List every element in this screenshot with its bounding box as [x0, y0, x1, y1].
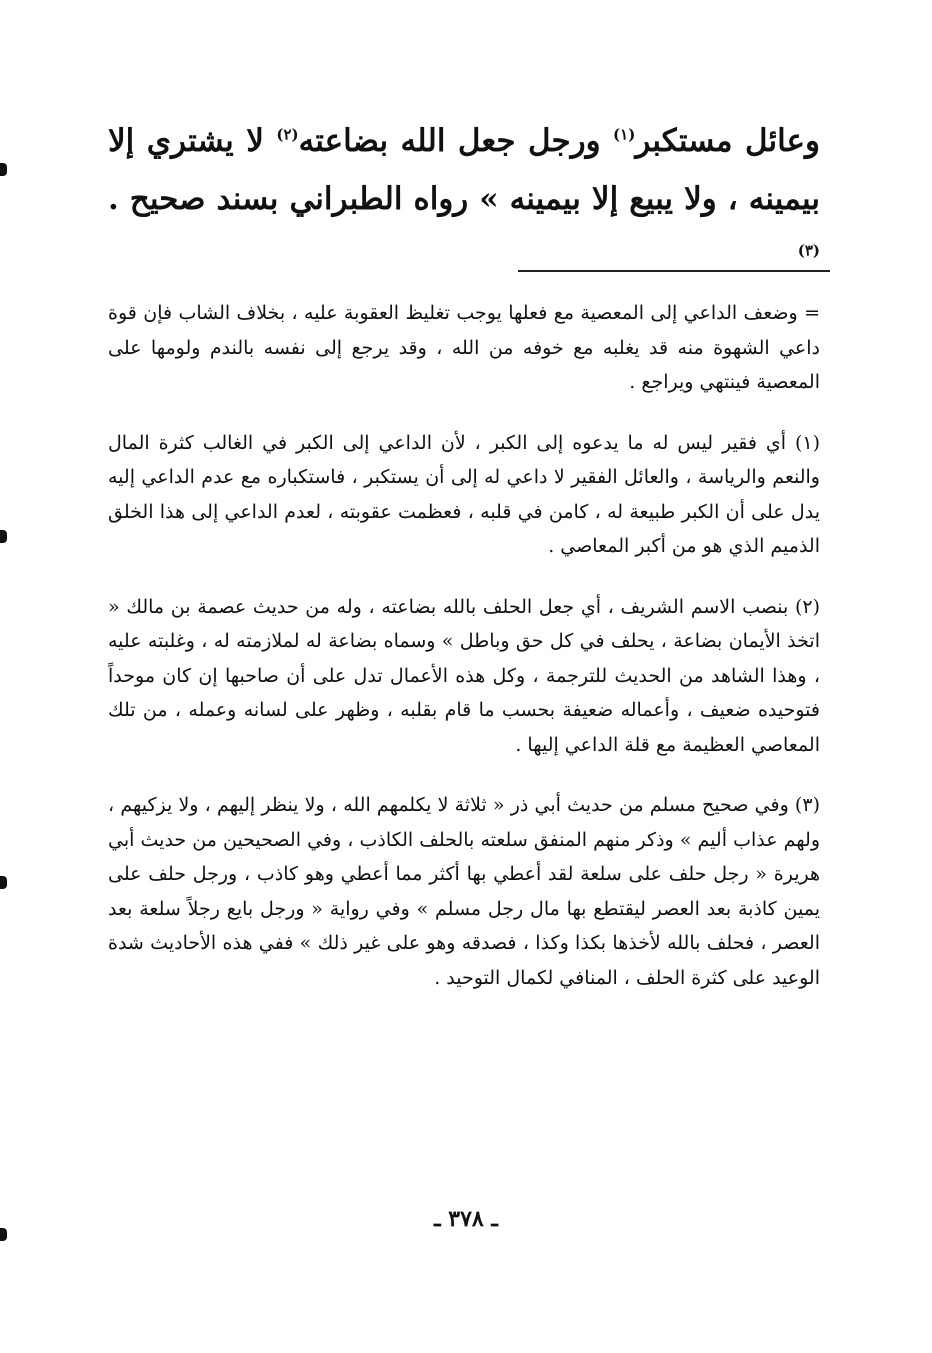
- scan-edge-mark: [0, 163, 7, 176]
- footnote-divider: [518, 270, 830, 272]
- footnote-ref-1: (١): [613, 125, 636, 144]
- footnote-2: (٢) بنصب الاسم الشريف ، أي جعل الحلف بالله بضاعته ، وله من حديث عصمة بن مالك « اتخذ الأيمان بضاعة ، يحلف في كل حق وباطل » وسماه بضاعة له لملازمته له ، وغلبته عليه ، وهذا الشاهد من الحديث للترجمة ، وكل هذه الأعمال تدل على أن صاحبها إن كان موحداً فتوحيده ضعيف ، وأعماله ضعيفة بحسب ما قام بقلبه ، وظهر على لسانه وعمله ، من تلك المعاصي العظيمة مع قلة الداعي إليها .: [108, 595, 820, 756]
- footnote-1: (١) أي فقير ليس له ما يدعوه إلى الكبر ، لأن الداعي إلى الكبر في الغالب كثرة المال والنعم والرياسة ، والعائل الفقير لا داعي له إلى أن يستكبر ، فاستكباره مع عدم الداعي إليه يدل على أن الكبر طبيعة له ، كامن في قلبه ، فعظمت عقوبته ، لعدم الداعي إلى هذا الخلق الذميم الذي هو من أكبر المعاصي .: [108, 431, 820, 557]
- footnote-ref-2: (٢): [276, 125, 299, 144]
- main-text-part-1: وعائل مستكبر: [635, 123, 820, 159]
- main-text-part-2: ورجل جعل الله بضاعته: [298, 123, 614, 159]
- footnote-3: (٣) وفي صحيح مسلم من حديث أبي ذر « ثلاثة لا يكلمهم الله ، ولا ينظر إليهم ، ولا يزكيهم ، ولهم عذاب أليم » وذكر منهم المنفق سلعته بالحلف الكاذب ، وفي الصحيحين من حديث أبي هريرة « رجل حلف على سلعة لقد أعطي بها أكثر مما أعطي وهو كاذب ، ورجل حلف على يمين كاذبة بعد العصر ليقتطع بها مال رجل مسلم » وفي رواية « ورجل بايع رجلاً سلعة بعد العصر ، فحلف بالله لأخذها بكذا وكذا ، فصدقه وهو على غير ذلك » ففي هذه الأحاديث شدة الوعيد على كثرة الحلف ، المنافي لكمال التوحيد .: [108, 794, 820, 989]
- main-text-part-3: لا يشتري إلا بيمينه ، ولا يبيع إلا بيمينه » رواه الطبراني بسند صحيح .: [108, 123, 820, 217]
- scan-edge-mark: [0, 1228, 7, 1241]
- scan-edge-mark: [0, 530, 7, 543]
- main-text: [108, 112, 820, 286]
- footnote-continuation: = وضعف الداعي إلى المعصية مع فعلها يوجب تغليظ العقوبة عليه ، بخلاف الشاب فإن قوة داعي الشهوة منه قد يغلبه مع خوفه من الله ، وقد يرجع إلى نفسه بالندم ولومها على المعصية فينتهي ويراجع .: [108, 302, 820, 393]
- footnotes: [108, 296, 820, 1021]
- footnote-ref-3: (٣): [797, 241, 820, 260]
- page-number: ـ ٣٧٨ ـ: [434, 1206, 498, 1232]
- scan-edge-mark: [0, 876, 7, 889]
